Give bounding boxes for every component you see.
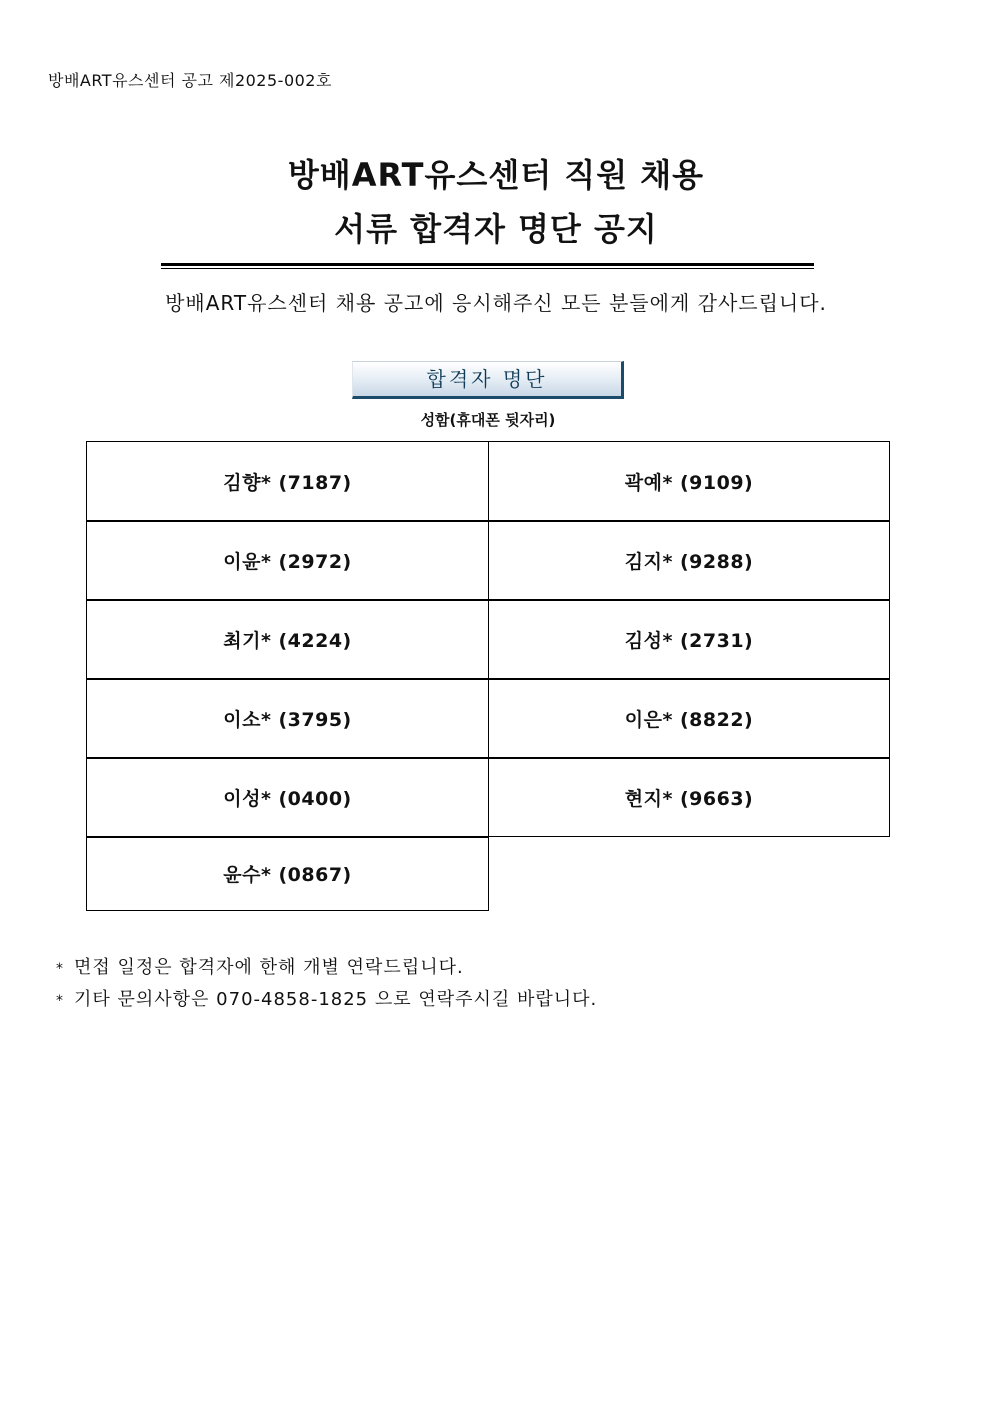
candidate-cell: 김성* (2731) <box>488 599 890 680</box>
footnote-text: 면접 일정은 합격자에 한해 개별 연락드립니다. <box>74 957 464 978</box>
candidate-cell: 김지* (9288) <box>488 520 890 601</box>
candidate-cell: 윤수* (0867) <box>86 836 489 911</box>
footnote-interview <box>56 953 464 979</box>
table-caption: 성함(휴대폰 뒷자리) <box>420 411 556 429</box>
candidate-cell: 이윤* (2972) <box>86 520 489 601</box>
notice-number: 방배ART유스센터 공고 제2025-002호 <box>48 71 332 90</box>
intro-text: 방배ART유스센터 채용 공고에 응시해주신 모든 분들에게 감사드립니다. <box>165 291 827 315</box>
footnote-bullet: * <box>56 993 64 1009</box>
candidate-cell: 곽예* (9109) <box>488 441 890 522</box>
title-divider-thick <box>161 263 814 266</box>
footnote-bullet: * <box>56 961 64 977</box>
footnote-text: 기타 문의사항은 070-4858-1825 으로 연락주시길 바랍니다. <box>74 989 598 1010</box>
title-divider-thin <box>161 268 814 269</box>
page-title-line-2: 서류 합격자 명단 공지 <box>334 210 658 248</box>
passed-list-heading: 합격자 명단 <box>352 361 624 399</box>
footnote-contact <box>56 985 597 1011</box>
candidate-cell: 최기* (4224) <box>86 599 489 680</box>
candidate-cell: 이성* (0400) <box>86 757 489 838</box>
candidate-cell: 이은* (8822) <box>488 678 890 759</box>
candidate-cell: 김향* (7187) <box>86 441 489 522</box>
candidate-cell: 이소* (3795) <box>86 678 489 759</box>
candidate-cell: 현지* (9663) <box>488 757 890 837</box>
page-title-line-1: 방배ART유스센터 직원 채용 <box>287 156 705 194</box>
